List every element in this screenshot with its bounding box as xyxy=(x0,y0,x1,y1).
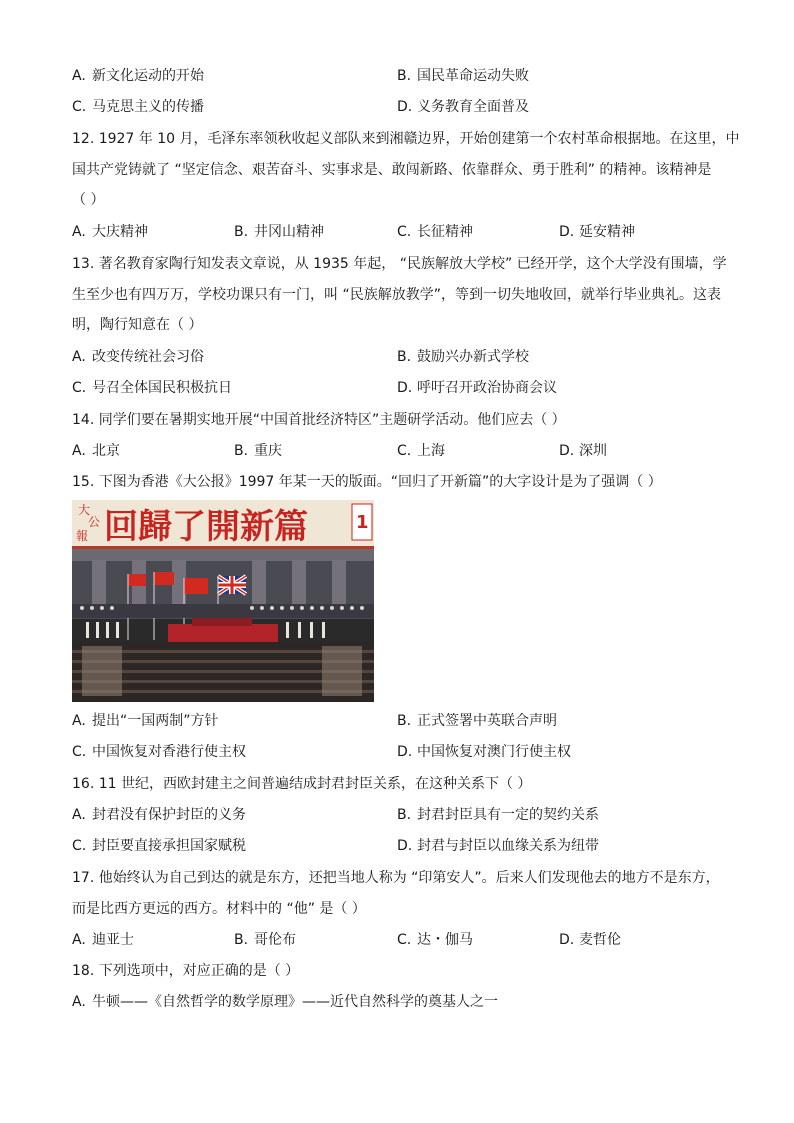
q11-option-a: A. 新文化运动的开始 xyxy=(72,68,204,84)
newspaper-photo xyxy=(72,500,374,702)
masthead-char-3: 報 xyxy=(76,529,89,543)
headline-text: 回歸了開新篇 xyxy=(104,507,308,547)
q13-stem-line-3: 明，陶行知意在（ ） xyxy=(72,317,203,333)
q13-option-a: A. 改变传统社会习俗 xyxy=(72,349,204,365)
q14-stem-line-1: 14. 同学们要在暑期实地开展“中国首批经济特区”主题研学活动。他们应去（ ） xyxy=(72,412,566,428)
q17-stem-line-2: 而是比西方更远的西方。材料中的 “他” 是（ ） xyxy=(72,901,366,917)
q13-stem-line-1: 13. 著名教育家陶行知发表文章说，从 1935 年起， “民族解放大学校” 已经开学，这个大学没有围墙，学 xyxy=(72,256,727,272)
q15-option-c: C. 中国恢复对香港行使主权 xyxy=(72,744,246,760)
q12-option-d: D. 延安精神 xyxy=(559,224,635,240)
q16-option-a: A. 封君没有保护封臣的义务 xyxy=(72,807,246,823)
masthead-char-2: 公 xyxy=(88,515,101,529)
date-number: 1 xyxy=(356,512,369,533)
q12-option-c: C. 长征精神 xyxy=(397,224,473,240)
q12-stem-line-2: 国共产党铸就了 “坚定信念、艰苦奋斗、实事求是、敢闯新路、依靠群众、勇于胜利” 的精神。该精神是 xyxy=(72,162,712,178)
q18-option-a: A. 牛顿——《自然哲学的数学原理》——近代自然科学的奠基人之一 xyxy=(72,994,498,1010)
q15-option-b: B. 正式签署中英联合声明 xyxy=(397,713,557,729)
q14-option-d: D. 深圳 xyxy=(559,443,607,459)
q18-stem-line-1: 18. 下列选项中，对应正确的是（ ） xyxy=(72,963,300,979)
q12-option-b: B. 井冈山精神 xyxy=(234,224,324,240)
q12-stem-line-1: 12. 1927 年 10 月，毛泽东率领秋收起义部队来到湘赣边界，开始创建第一个农村革命根据地。在这里，中 xyxy=(72,131,740,147)
q11-option-d: D. 义务教育全面普及 xyxy=(397,99,529,115)
q15-stem-line-1: 15. 下图为香港《大公报》1997 年某一天的版面。“回归了开新篇”的大字设计是为了强调（ ） xyxy=(72,474,662,490)
q13-option-d: D. 呼吁召开政治协商会议 xyxy=(397,380,557,396)
q16-option-d: D. 封君与封臣以血缘关系为纽带 xyxy=(397,838,599,854)
q11-option-b: B. 国民革命运动失败 xyxy=(397,68,529,84)
q17-option-c: C. 达・伽马 xyxy=(397,932,473,948)
masthead-char-1: 大 xyxy=(78,503,91,517)
q17-option-d: D. 麦哲伦 xyxy=(559,932,621,948)
q14-option-c: C. 上海 xyxy=(397,443,445,459)
q12-option-a: A. 大庆精神 xyxy=(72,224,148,240)
q13-option-b: B. 鼓励兴办新式学校 xyxy=(397,349,529,365)
q14-option-a: A. 北京 xyxy=(72,443,120,459)
q13-stem-line-2: 生至少也有四万万，学校功课只有一门，叫 “民族解放教学”，等到一切失地收回，就举行毕业典礼。这表 xyxy=(72,287,721,303)
q14-option-b: B. 重庆 xyxy=(234,443,282,459)
q16-option-c: C. 封臣要直接承担国家赋税 xyxy=(72,838,246,854)
q15-option-d: D. 中国恢复对澳门行使主权 xyxy=(397,744,571,760)
q17-stem-line-1: 17. 他始终认为自己到达的就是东方，还把当地人称为 “印第安人”。后来人们发现他去的地方不是东方， xyxy=(72,870,720,886)
q17-option-b: B. 哥伦布 xyxy=(234,932,296,948)
q13-option-c: C. 号召全体国民积极抗日 xyxy=(72,380,232,396)
q16-option-b: B. 封君封臣具有一定的契约关系 xyxy=(397,807,599,823)
q16-stem-line-1: 16. 11 世纪，西欧封建主之间普遍结成封君封臣关系，在这种关系下（ ） xyxy=(72,776,532,792)
q15-option-a: A. 提出“一国两制”方针 xyxy=(72,713,219,729)
q17-option-a: A. 迪亚士 xyxy=(72,932,134,948)
q12-stem-line-3: （ ） xyxy=(72,192,105,208)
q11-option-c: C. 马克思主义的传播 xyxy=(72,99,204,115)
